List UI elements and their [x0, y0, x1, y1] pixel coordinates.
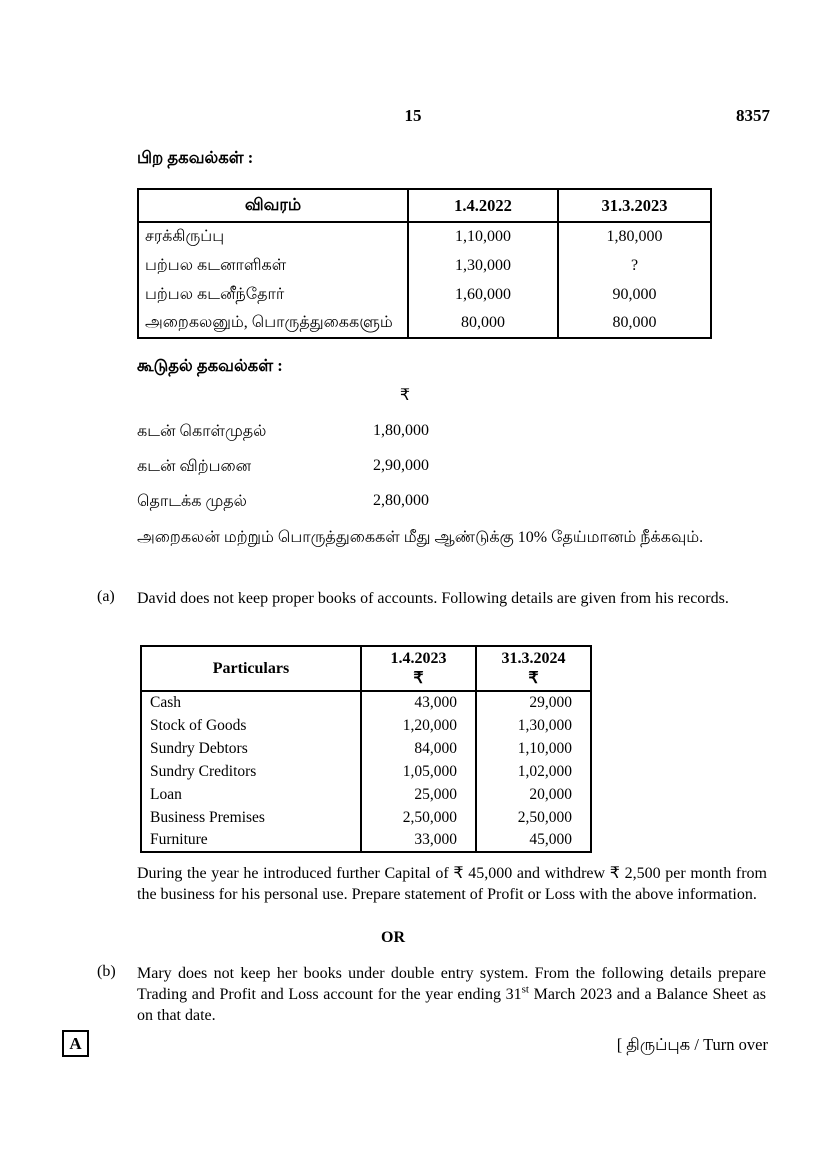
row-value-1: 1,60,000 [408, 280, 558, 309]
or-divider: OR [381, 929, 405, 946]
list-item [137, 422, 657, 442]
row-label: Sundry Debtors [141, 737, 361, 760]
depreciation-note: அறைகலன் மற்றும் பொருத்துகைகள் மீது ஆண்டுக்கு 10% தேய்மானம் நீக்கவும். [137, 529, 704, 546]
turn-over-label: [ திருப்புக / Turn over [616, 1035, 768, 1054]
row-value-2: 90,000 [558, 280, 711, 309]
page-number: 15 [404, 106, 422, 125]
table-row [141, 783, 591, 806]
row-label: Loan [141, 783, 361, 806]
row-value-2: 1,30,000 [476, 714, 591, 737]
row-value-2: 2,50,000 [476, 806, 591, 829]
question-a-text: David does not keep proper books of accounts. Following details are given from his records. [137, 590, 729, 607]
column-header-date2 [476, 646, 591, 691]
item-label: கடன் கொள்முதல் [137, 423, 267, 440]
question-a-marker: (a) [97, 588, 115, 605]
table-row [141, 806, 591, 829]
rupee-symbol: ₹ [399, 387, 411, 404]
row-value-1: 80,000 [408, 309, 558, 338]
row-value-1: 84,000 [361, 737, 476, 760]
david-records-table [140, 645, 592, 853]
question-b-text-part1: Mary does not keep her books under double entry system. From the following details prepare Trading and Profit and Loss account for the year ending 31 [137, 965, 766, 1003]
item-value: 2,80,000 [373, 492, 429, 509]
row-value-1: 1,30,000 [408, 251, 558, 280]
column-header-date1 [361, 646, 476, 691]
question-b [97, 963, 767, 1026]
row-value-2: 1,10,000 [476, 737, 591, 760]
rupee-symbol: ₹ [528, 669, 539, 687]
question-b-text-part2: March 2023 and a Balance Sheet as on that date. [137, 986, 766, 1024]
row-value-2: ? [558, 251, 711, 280]
ordinal-suffix: st [521, 983, 529, 996]
row-value-1: 2,50,000 [361, 806, 476, 829]
row-label: சரக்கிருப்பு [138, 222, 408, 251]
row-value-1: 33,000 [361, 829, 476, 852]
row-value-2: 45,000 [476, 829, 591, 852]
row-value-1: 25,000 [361, 783, 476, 806]
rupee-symbol: ₹ [413, 669, 424, 687]
row-value-2: 20,000 [476, 783, 591, 806]
list-item [137, 492, 657, 512]
row-label: Business Premises [141, 806, 361, 829]
table-row [141, 714, 591, 737]
row-label: Stock of Goods [141, 714, 361, 737]
table-row [138, 251, 711, 280]
row-label: Cash [141, 691, 361, 714]
table-row [141, 829, 591, 852]
item-label: கடன் விற்பனை [137, 458, 252, 475]
row-value-2: 29,000 [476, 691, 591, 714]
table-row [141, 691, 591, 714]
table-row [141, 737, 591, 760]
row-value-2: 1,80,000 [558, 222, 711, 251]
column-header-date1: 1.4.2022 [408, 189, 558, 222]
list-item [137, 457, 657, 477]
table-header-row [138, 189, 711, 222]
table-row [138, 309, 711, 338]
table-row [138, 222, 711, 251]
row-value-1: 43,000 [361, 691, 476, 714]
table-header-row [141, 646, 591, 691]
row-label: Sundry Creditors [141, 760, 361, 783]
additional-information-heading: கூடுதல் தகவல்கள் : [137, 356, 283, 375]
row-value-2: 80,000 [558, 309, 711, 338]
question-a-instruction: During the year he introduced further Capital of ₹ 45,000 and withdrew ₹ 2,500 per month from the business for his personal use. Prepare statement of Profit or Loss with the above information. [137, 865, 767, 903]
question-b-text [137, 963, 766, 1026]
header-date: 31.3.2024 [501, 649, 566, 667]
other-information-table [137, 188, 712, 339]
row-value-1: 1,20,000 [361, 714, 476, 737]
item-value: 1,80,000 [373, 422, 429, 439]
section-badge: A [62, 1030, 89, 1057]
column-header-date2: 31.3.2023 [558, 189, 711, 222]
other-information-heading: பிற தகவல்கள் : [137, 148, 254, 167]
row-label: பற்பல கடனீந்தோர் [138, 280, 408, 309]
question-a [97, 588, 767, 609]
header-date: 1.4.2023 [390, 649, 447, 667]
row-value-2: 1,02,000 [476, 760, 591, 783]
item-label: தொடக்க முதல் [137, 493, 247, 510]
row-value-1: 1,10,000 [408, 222, 558, 251]
row-label: Furniture [141, 829, 361, 852]
table-row [141, 760, 591, 783]
column-header-particulars: விவரம் [138, 189, 408, 222]
row-label: பற்பல கடனாளிகள் [138, 251, 408, 280]
column-header-particulars: Particulars [141, 646, 361, 691]
table-row [138, 280, 711, 309]
item-value: 2,90,000 [373, 457, 429, 474]
row-value-1: 1,05,000 [361, 760, 476, 783]
paper-code: 8357 [736, 106, 770, 125]
row-label: அறைகலனும், பொருத்துகைகளும் [138, 309, 408, 338]
question-b-marker: (b) [97, 963, 116, 980]
